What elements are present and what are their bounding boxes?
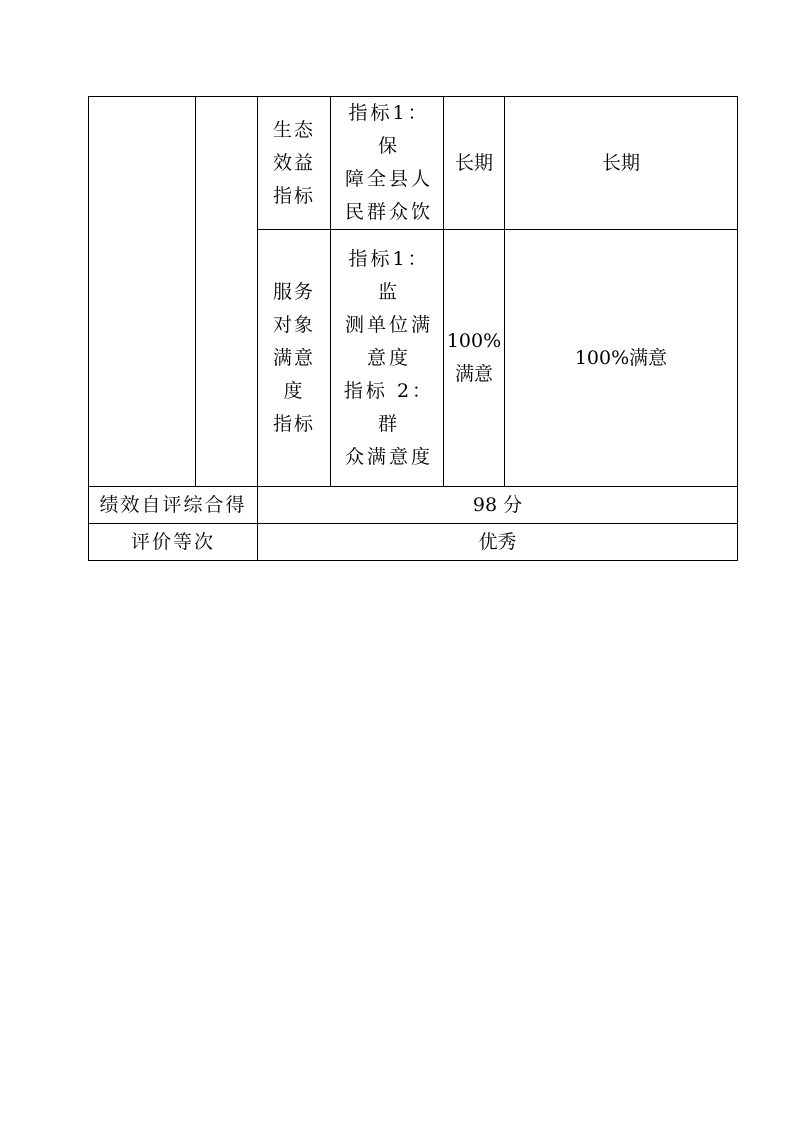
indicator-line: 指标 2：群 xyxy=(343,379,435,435)
evaluation-table xyxy=(88,96,738,561)
category-cell-eco xyxy=(258,97,331,230)
grade-label-cell: 评价等次 xyxy=(89,524,258,561)
actual-cell-service: 100%满意 xyxy=(505,230,738,487)
indicator-line: 指标1：保 xyxy=(348,102,430,157)
indicator-line: 测单位满 xyxy=(344,313,433,336)
indicator-line: 指标1：监 xyxy=(348,247,430,303)
category-line: 指标 xyxy=(272,412,315,435)
category-line: 对象 xyxy=(272,313,315,336)
indicator-line: 民群众饮 xyxy=(344,201,433,223)
category-line: 度 xyxy=(283,379,305,402)
table-row-eco-benefit xyxy=(89,97,738,230)
category-line: 指标 xyxy=(272,184,315,207)
blank-cell-primary xyxy=(89,97,196,487)
category-cell-service xyxy=(258,230,331,487)
category-line: 服务 xyxy=(272,280,315,303)
target-line: 100% xyxy=(446,330,502,352)
category-line: 生态 xyxy=(272,118,315,141)
grade-value-cell: 优秀 xyxy=(258,524,738,561)
target-line: 满意 xyxy=(454,363,493,385)
category-line: 满意 xyxy=(272,346,315,369)
indicator-line: 意度 xyxy=(366,346,411,369)
indicator-line: 众满意度 xyxy=(344,445,433,468)
target-cell-eco: 长期 xyxy=(444,97,505,230)
blank-cell-secondary xyxy=(196,97,258,487)
table-row-grade xyxy=(89,524,738,561)
target-cell-service xyxy=(444,230,505,487)
score-value-cell: 98 分 xyxy=(258,487,738,524)
table-row-score xyxy=(89,487,738,524)
indicator-line: 障全县人 xyxy=(344,168,433,190)
score-label-cell: 绩效自评综合得 xyxy=(89,487,258,524)
category-line: 效益 xyxy=(272,151,315,174)
actual-cell-eco: 长期 xyxy=(505,97,738,230)
indicator-cell-eco xyxy=(331,97,444,230)
indicator-cell-service xyxy=(331,230,444,487)
